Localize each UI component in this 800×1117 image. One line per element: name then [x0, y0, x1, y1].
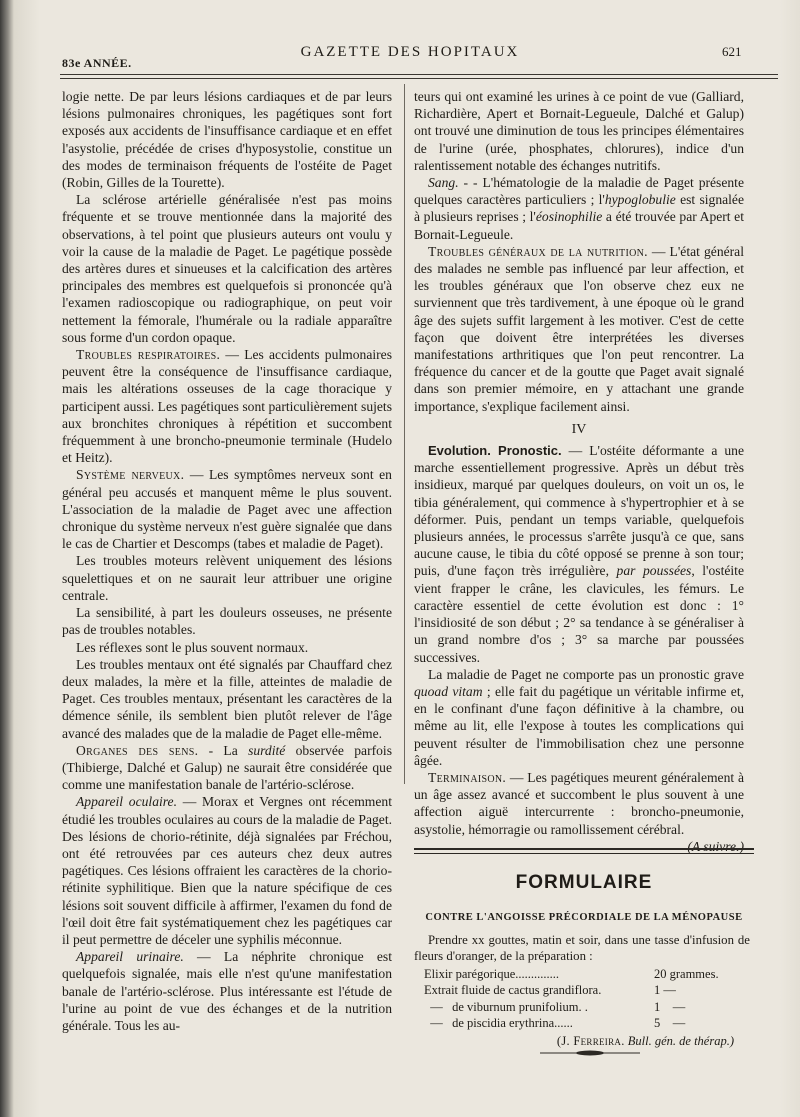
paragraph-body: - - L'hématologie de la maladie de Paget présente quelques caractères particuliers ; l' [414, 175, 744, 208]
paragraph: logie nette. De par leurs lésions cardiaques et de par leurs lésions pulmonaires chroniques, les pagétiques sont fort exposés aux accidents de l'insuffisance cardiaque et en effet l'asystolie, précédée de crises d'hyposystolie, constitue un des modes de terminaison fréquents de l'ostéite de Paget (Robin, Gilles de la Tourette). [62, 89, 392, 191]
citation [414, 1034, 734, 1049]
ingredient-qty: 1 — [654, 983, 676, 998]
section-head: Organes des sens. [76, 742, 199, 758]
paragraph [414, 174, 744, 243]
formulaire-rule [414, 848, 754, 850]
italic-head: Sang. [428, 175, 459, 191]
paragraph: Les réflexes sont le plus souvent normaux. [76, 639, 309, 655]
ingredient-qty: 5 — [654, 1016, 686, 1031]
paragraph: Les troubles mentaux ont été signalés par Chauffard chez deux malades, la mère et la fille, atteintes de maladie de Paget. Ces troubles mentaux, présentant les caractères de la démence sénile, ils semblent bien plutôt relever de l'âge avancé des malades que de la maladie de Paget elle-même. [62, 656, 392, 741]
ingredient-qty: 20 grammes. [654, 967, 719, 981]
header-title: GAZETTE DES HOPITAUX [300, 44, 520, 60]
column-divider [404, 84, 405, 784]
left-column [62, 88, 392, 1034]
paragraph [62, 346, 392, 466]
citation-source: Bull. gén. de thérap.) [624, 1034, 734, 1048]
italic-term: quoad vitam [414, 683, 483, 699]
header-rule [60, 74, 778, 75]
formulaire-intro: Prendre xx gouttes, matin et soir, dans une tasse d'infusion de fleurs d'oranger, de la préparation : [414, 933, 750, 963]
paragraph: La sclérose artérielle généralisée n'est pas moins fréquente et se trouve mentionnée dans la majorité des observations, à tel point que plusieurs auteurs ont voulu y voir la cause de la maladie de Paget. Le pagétique possède des artères dures et sinueuses et la calcification des artères principales des membres est quelquefois si prononcée qu'à l'examen radioscopique ou radiographique, on peut voir nettement la fémorale, l'humérale ou la radiale apparaître sous forme d'un cordon opaque. [62, 192, 392, 345]
recipe-row [424, 999, 744, 1015]
page-number: 621 [722, 44, 742, 59]
recipe-row [424, 982, 744, 998]
paragraph-body: — L'ostéite déformante a une marche essentiellement progressive. Après un début très insidieux, marqué par quelques douleurs, on voit un os, le tibia généralement, qui commence à s'hypertrophier et à se déformer. Puis, pendant un temps variable, quelquefois plusieurs années, le processus s'arrête jusqu'à ce que, sans aucune cause, le tibia du côté opposé se prenne à son tour; puis, d'une façon très irrégulière, [414, 443, 744, 579]
paragraph-body: - La [198, 742, 249, 758]
section-head: Troubles généraux de la nutrition. [428, 243, 648, 259]
italic-term: par poussées [616, 563, 692, 579]
paragraph-body: — Morax et Vergnes ont récemment étudié les troubles oculaires au cours de la maladie de Paget. Des lésions de chorio-rétinite, déjà signalées par Fréchou, ont été retrouvées par ces auteurs chez deux autres pagétiques. Ces lésions offraient les caractères de la chorio-rétinite syphilitique. Bien que la nature spécifique de ces lésions soit souvent difficile à affirmer, l'examen du fond de l'œil doit être fait systématiquement chez les pagétiques car il peut permettre de déceler une syphilis méconnue. [62, 794, 392, 947]
ornament-rule [540, 1050, 640, 1056]
paragraph-body: La maladie de Paget ne comporte pas un pronostic grave [428, 666, 744, 682]
paragraph: teurs qui ont examiné les urines à ce point de vue (Galliard, Richardière, Apert et Bornait-Legueule, Dalché et Galup) ont trouvé une diminution de tous les principes élémentaires de l'urine (urée, phosphates, chlorures), indice d'un ralentissement notable des échanges nutritifs. [414, 89, 744, 173]
recipe-list [424, 966, 744, 1032]
citation-author: (J. Ferreira. [556, 1034, 625, 1048]
paragraph-body: ; elle fait du pagétique un véritable infirme et, en le confinant d'une façon définitive à la chambre, ou même au lit, elle l'expose à toutes les complications qui peuvent résulter de l'immobilisation chez une personne âgée. [414, 683, 744, 768]
section-head: Système nerveux. [76, 467, 185, 483]
paragraph [414, 442, 744, 666]
italic-term: hypoglobulie [604, 192, 676, 208]
ingredient-name: — de viburnum prunifolium. . [424, 999, 588, 1014]
ingredient-name: Elixir parégorique.............. [424, 967, 560, 981]
paragraph: La sensibilité, à part les douleurs osseuses, ne présente pas de troubles notables. [62, 605, 392, 638]
formulaire-title: FORMULAIRE [515, 872, 653, 893]
section-head: Terminaison. [428, 769, 507, 785]
header-annee: 83e ANNÉE. [62, 56, 132, 70]
suivre-text: (A suivre.) [687, 838, 744, 854]
paragraph-body: — Les symptômes nerveux sont en général peu accusés et manquent même le plus souvent. L'association de la maladie de Paget avec une affection chronique du système nerveux n'est guère signalée que dans le cas de Chartier et Descomps (tabes et maladie de Paget). [62, 467, 392, 552]
paragraph [62, 793, 392, 948]
paragraph-body: a été trouvée par Apert et Bornait-Legueule. [414, 209, 744, 242]
italic-head: Appareil urinaire. [76, 949, 184, 965]
ingredient-qty: 1 — [654, 999, 686, 1014]
section-head: Troubles respiratoires. [76, 347, 221, 363]
paragraph-body: — Les accidents pulmonaires peuvent être la conséquence de l'insuffisance cardiaque, mais les altérations osseuses de la cage thoracique y participent aussi. Les pagétiques sont particulièrement sujets aux bronchites chroniques à répétition et succombent fréquemment à une broncho-pneumonie terminale (Hudelo et Heitz). [62, 347, 392, 466]
section-number: IV [571, 421, 587, 437]
paragraph-body: — La néphrite chronique est quelquefois signalée, mais elle n'est qu'une manifestation banale de l'artério-sclérose. Plus intéressante est l'étude de l'urine au point de vue des échanges et de la nutrition générale. Tous les au- [62, 949, 392, 1033]
header-rule-double [60, 78, 778, 79]
recipe-row [424, 1015, 744, 1031]
right-column [414, 88, 744, 855]
paragraph [414, 769, 744, 838]
recipe-row [424, 966, 744, 982]
ingredient-name: Extrait fluide de cactus grandiflora. [424, 983, 602, 998]
section-head: Evolution. Pronostic. [428, 443, 562, 459]
paragraph-body: — Les pagétiques meurent généralement à un âge assez avancé et succombent le plus souvent à une affection aiguë intercurrente : broncho-pneumonie, asystolie, hémorragie ou ramollissement cérébral. [414, 769, 744, 837]
paragraph-body: est signalée à plusieurs reprises ; l' [414, 192, 744, 225]
formulaire-rule-double [414, 853, 754, 854]
formulaire-subtitle: CONTRE L'ANGOISSE PRÉCORDIALE DE LA MÉNOPAUSE [425, 912, 743, 923]
paragraph [62, 466, 392, 552]
paragraph [62, 948, 392, 1034]
italic-term: éosinophilie [535, 209, 603, 225]
paragraph: Les troubles moteurs relèvent uniquement des lésions squelettiques et on ne saurait leur attribuer une origine centrale. [62, 553, 392, 603]
paragraph-body: — L'état général des malades ne semble pas influencé par leur affection, et les troubles généraux que l'on observe chez eux ne surviennent que très tardivement, à une époque où le grand âge des sujets suffit largement à les motiver. C'est de cette façon que doivent être interprétées les diverses manifestations arthritiques que l'on peut rencontrer. La fréquence du cancer et de la goutte que Paget avait signalé dans son premier mémoire, en y attachant une grande importance, s'explique facilement ainsi. [414, 243, 744, 414]
paragraph-body: , l'ostéite vient frapper le crâne, les clavicules, les fémurs. Le caractère essentiel de cette évolution est donc : 1° l'insidiosité de son début ; 2° sa tendance à se généraliser à un grand nombre d'os ; 3° sa marche par poussées successives. [414, 563, 744, 665]
paragraph [414, 666, 744, 769]
paragraph [414, 243, 744, 415]
italic-term: surdité [248, 742, 286, 758]
paragraph-body: observée parfois (Thibierge, Dalché et Galup) ne saurait être considérée que comme une manifestation banale de l'artério-sclérose. [62, 742, 392, 793]
italic-head: Appareil oculaire. [76, 794, 177, 810]
paragraph [62, 742, 392, 794]
ingredient-name: — de piscidia erythrina...... [424, 1016, 573, 1031]
